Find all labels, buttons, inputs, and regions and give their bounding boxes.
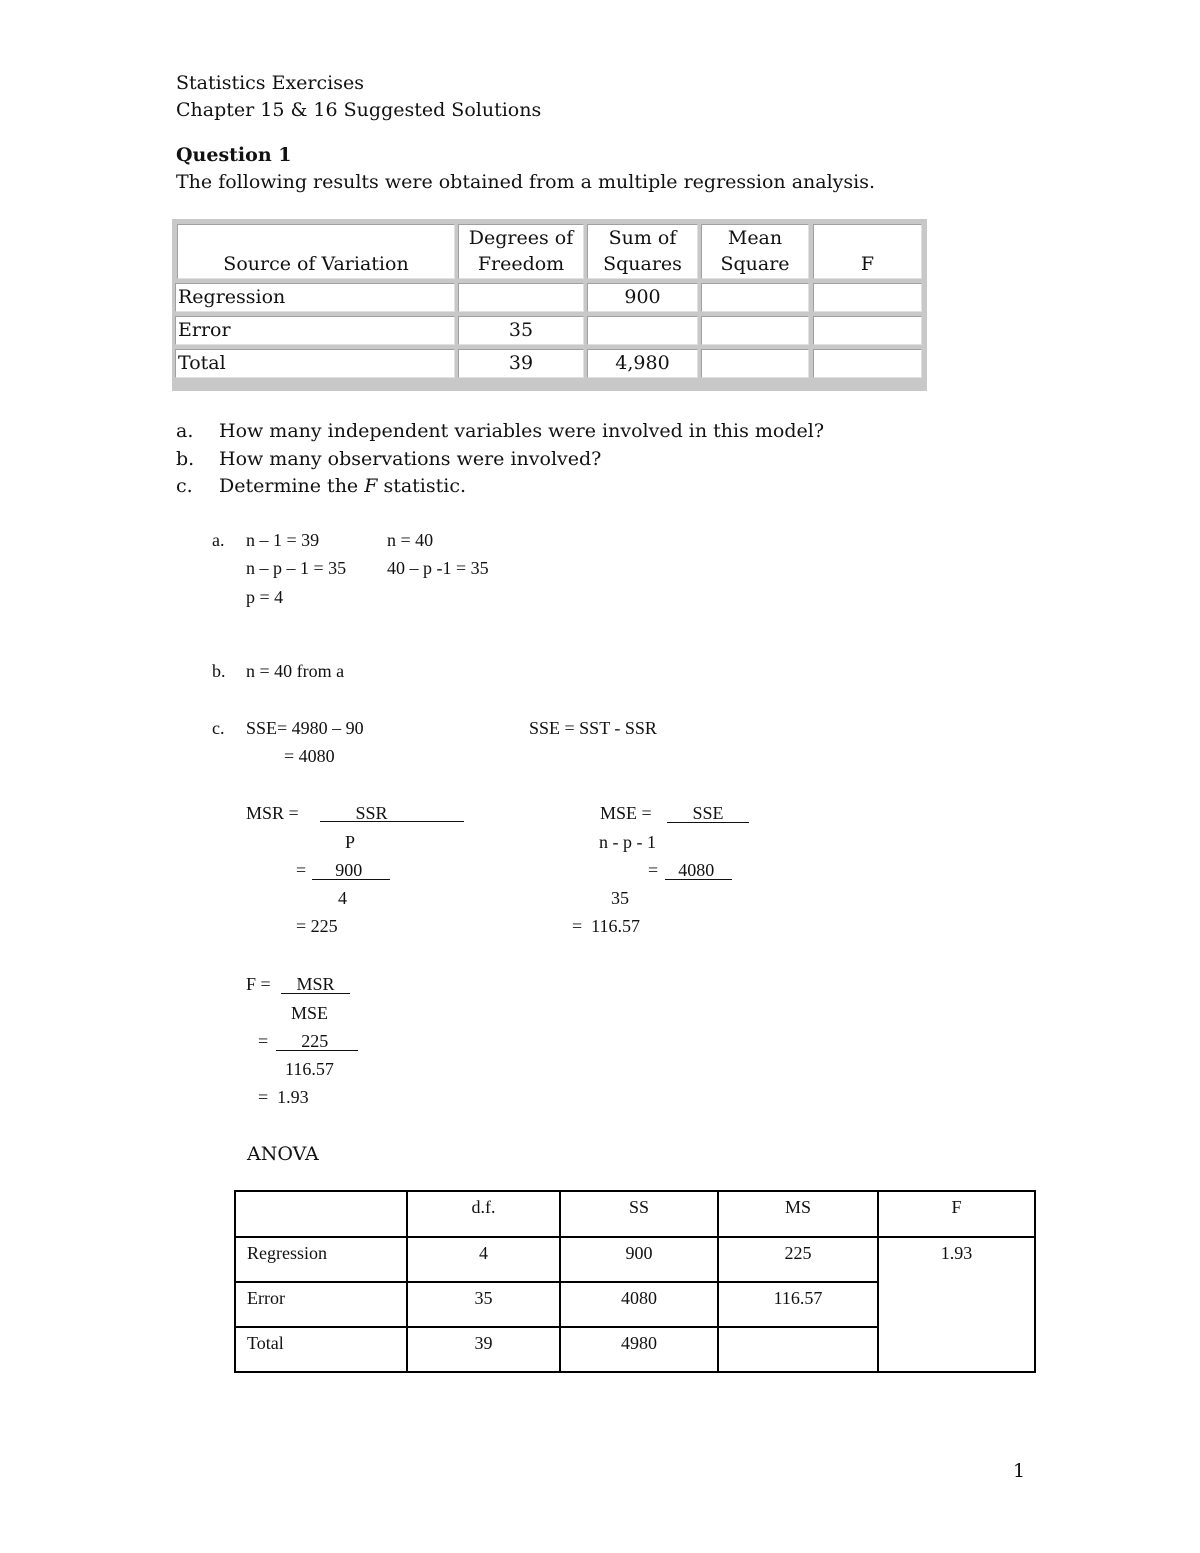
- anova-row-regression-source: Regression: [247, 1243, 327, 1263]
- question-prompt: The following results were obtained from a multiple regression analysis.: [176, 171, 876, 193]
- mse-denominator: n - p - 1: [599, 832, 656, 852]
- question-title: Question 1: [176, 144, 292, 166]
- mse-equals: =: [648, 860, 659, 880]
- anova-row-regression-ms: 225: [784, 1243, 812, 1263]
- question-item-text: Determine the F statistic.: [219, 475, 467, 497]
- row-total-source: Total: [175, 349, 455, 378]
- header-mean-square: Mean Square: [701, 224, 809, 279]
- page-number: 1: [1013, 1460, 1026, 1482]
- msr-label: MSR =: [246, 803, 299, 823]
- header-source-of-variation: Source of Variation: [177, 224, 455, 279]
- answer-a-line1b: n = 40: [387, 530, 434, 550]
- row-error-ms: [701, 316, 809, 345]
- anova-header-ss: SS: [628, 1197, 650, 1217]
- mse-denominator-value: 35: [611, 888, 629, 908]
- row-regression-ms: [701, 283, 809, 312]
- sse-result: = 4080: [284, 746, 335, 766]
- answer-label: b.: [212, 661, 226, 681]
- anova-row-total-ms: [719, 1328, 877, 1371]
- msr-denominator-value: 4: [338, 888, 347, 908]
- anova-row-error-ms: 116.57: [773, 1288, 823, 1308]
- sse-calculation: SSE= 4980 – 90: [246, 718, 364, 738]
- doc-subtitle: Chapter 15 & 16 Suggested Solutions: [176, 99, 542, 121]
- anova-row-total-df: 39: [474, 1333, 493, 1353]
- anova-header-ms: MS: [784, 1197, 811, 1217]
- mse-result: = 116.57: [572, 916, 640, 936]
- msr-denominator: P: [345, 832, 356, 852]
- msr-equals: =: [296, 860, 307, 880]
- anova-row-total-ss: 4980: [621, 1333, 657, 1353]
- anova-row-regression-ss: 900: [625, 1243, 653, 1263]
- anova-table: [234, 1190, 1036, 1373]
- answer-a-line2: n – p – 1 = 35: [246, 558, 347, 578]
- row-error-ss: [587, 316, 698, 345]
- question-item-text: How many observations were involved?: [219, 448, 602, 470]
- row-total-ms: [701, 349, 809, 378]
- row-total-df: 39: [458, 349, 584, 378]
- question-item-label: a.: [176, 420, 194, 442]
- f-label: F =: [246, 974, 271, 994]
- row-regression-ss: 900: [587, 283, 698, 312]
- answer-a-line3: p = 4: [246, 587, 284, 607]
- row-error-f: [813, 316, 922, 345]
- answer-label: a.: [212, 530, 225, 550]
- row-total-ss: 4,980: [587, 349, 698, 378]
- anova-row-error-df: 35: [474, 1288, 493, 1308]
- row-regression-df: [458, 283, 584, 312]
- f-denominator: MSE: [291, 1003, 329, 1023]
- doc-title: Statistics Exercises: [176, 72, 364, 94]
- msr-numerator-value: 900: [312, 860, 390, 880]
- row-regression-f: [813, 283, 922, 312]
- anova-f-value: 1.93: [940, 1243, 973, 1263]
- answer-a-line1: n – 1 = 39: [246, 530, 320, 550]
- anova-row-regression-df: 4: [479, 1243, 488, 1263]
- row-error-df: 35: [458, 316, 584, 345]
- f-equals: =: [258, 1031, 269, 1051]
- sse-formula: SSE = SST - SSR: [529, 718, 657, 738]
- header-sum-of-squares: Sum of Squares: [587, 224, 698, 279]
- anova-title: ANOVA: [247, 1143, 319, 1165]
- answer-a-line2b: 40 – p -1 = 35: [387, 558, 489, 578]
- row-error-source: Error: [175, 316, 455, 345]
- mse-numerator: SSE: [667, 803, 749, 823]
- question-item-text: How many independent variables were involved in this model?: [219, 420, 825, 442]
- anova-header-source: [236, 1192, 406, 1236]
- anova-header-f: F: [951, 1197, 962, 1217]
- msr-result: = 225: [296, 916, 338, 936]
- anova-header-df: d.f.: [471, 1197, 496, 1217]
- anova-row-total-source: Total: [247, 1333, 284, 1353]
- f-numerator-value: 225: [276, 1031, 358, 1051]
- mse-numerator-value: 4080: [665, 860, 732, 880]
- header-degrees-of-freedom: Degrees of Freedom: [458, 224, 584, 279]
- row-total-f: [813, 349, 922, 378]
- question-item-label: c.: [176, 475, 193, 497]
- answer-label: c.: [212, 718, 225, 738]
- anova-row-error-ss: 4080: [621, 1288, 657, 1308]
- f-denominator-value: 116.57: [285, 1059, 334, 1079]
- answer-b-text: n = 40 from a: [246, 661, 345, 681]
- regression-results-table: [172, 219, 927, 391]
- anova-row-error-source: Error: [247, 1288, 285, 1308]
- question-item-label: b.: [176, 448, 195, 470]
- f-result: = 1.93: [258, 1087, 309, 1107]
- msr-numerator: SSR: [320, 803, 464, 822]
- f-numerator: MSR: [281, 974, 350, 994]
- row-regression-source: Regression: [175, 283, 455, 312]
- mse-label: MSE =: [600, 803, 652, 823]
- header-f: F: [813, 224, 922, 279]
